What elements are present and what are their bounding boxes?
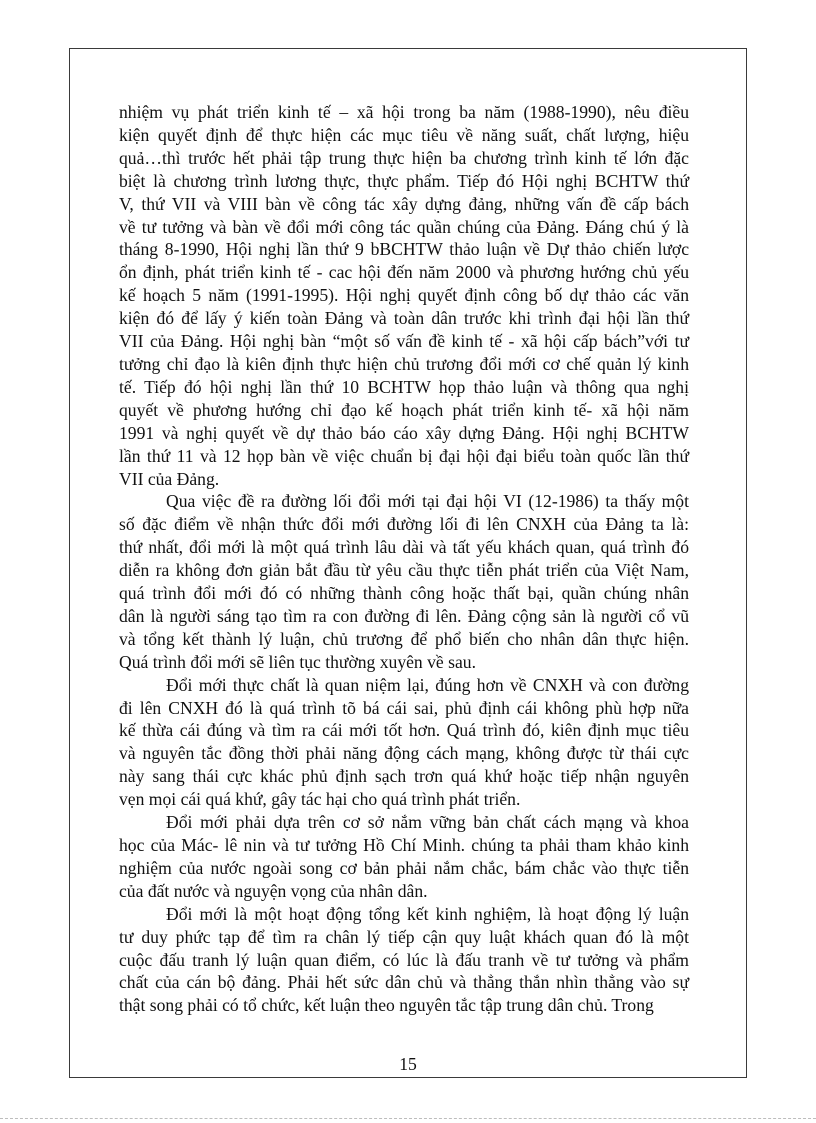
paragraph [119,811,689,903]
text-line: tư duy phức tạp để tìm ra chân lý tiếp cận quy luật khách quan đó là một [119,926,689,947]
text-line: kiện đó để lấy ý kiến toàn Đảng và toàn dân trước khi trình đại hội lần thứ [119,308,689,329]
text-line: Qua việc đề ra đường lối đổi mới tại đại hội VI (12-1986) ta thấy một [166,491,689,512]
text-line: và nguyên tắc đồng thời phải năng động cách mạng, không được từ thái cực [119,743,689,764]
body-text [119,101,689,1017]
text-line: quyết về phương hướng chỉ đạo kế hoạch phát triển kinh tế- xã hội năm [119,399,689,420]
text-line: cuộc đấu tranh lý luận quan điểm, có lúc là đấu tranh về tư tưởng và phẩm [119,949,689,970]
text-line: ổn định, phát triển kinh tế - cac hội đến năm 2000 và phương hướng chủ yếu [119,262,689,283]
text-line: diễn ra không đơn giản bắt đầu từ yêu cầu thực tiễn phát triển của Việt Nam, [119,560,689,581]
text-line: của đất nước và nguyện vọng của nhân dân. [119,880,428,901]
text-line: tế. Tiếp đó hội nghị lần thứ 10 BCHTW họp thảo luận và thông qua nghị [119,376,689,397]
text-line: VII của Đảng. [119,468,220,489]
text-line: Quá trình đổi mới sẽ liên tục thường xuyên về sau. [119,651,476,672]
paragraph [119,101,689,490]
text-line: thật song phải có tổ chức, kết luận theo nguyên tắc tập trung dân chủ. Trong [119,995,654,1016]
text-line: dân là người sáng tạo tìm ra con đường đi lên. Đảng cộng sản là người cổ vũ [119,605,689,626]
text-line: Đổi mới là một hoạt động tổng kết kinh nghiệm, là hoạt động lý luận [166,903,689,924]
text-line: quả…thì trước hết phải tập trung thực hiện ba chương trình kinh tế lớn đặc [119,147,689,168]
text-line: lần thứ 11 và 12 họp bàn về việc chuẩn bị đại hội đại biểu toàn quốc lần thứ [119,445,689,466]
text-line: biệt là chương trình lương thực, thực phẩm. Tiếp đó Hội nghị BCHTW thứ [119,170,689,191]
text-line: tháng 8-1990, Hội nghị lần thứ 9 bBCHTW thảo luận về Dự thảo chiến lược [119,239,689,260]
text-line: quá trình đổi mới đó có những thành công hoặc thất bại, quần chúng nhân [119,583,689,604]
page-number: 15 [399,1054,417,1074]
text-line: về tư tưởng và bàn về đổi mới công tác quần chúng của Đảng. Đáng chú ý là [119,216,689,237]
text-line: này sang thái cực khác phủ định sạch trơn quá khứ hoặc tiếp nhận nguyên [119,766,689,787]
text-line: chất của cán bộ đảng. Phải hết sức dân chủ và thẳng thắn nhìn thẳng vào sự [119,972,689,993]
text-line: đi lên CNXH đó là quá trình tõ bá cái sai, phủ định cái không phù hợp nữa [119,697,689,718]
text-line: và tổng kết thành lý luận, chủ trương để phổ biến cho nhân dân thực hiện. [119,628,689,649]
text-line: Đổi mới thực chất là quan niệm lại, đúng hơn về CNXH và con đường [166,674,689,695]
text-line: 1991 và nghị quyết về dự thảo báo cáo xây dựng Đảng. Hội nghị BCHTW [119,422,689,443]
text-line: số đặc điểm về nhận thức đổi mới đường lối đi lên CNXH của Đảng ta là: [119,514,689,535]
text-line: nghiệm của nước ngoài song cơ bản phải nắm chắc, bám chắc vào thực tiễn [119,857,689,878]
page-separator [0,1118,816,1119]
text-line: nhiệm vụ phát triển kinh tế – xã hội trong ba năm (1988-1990), nêu điều [119,102,689,122]
paragraph [119,490,689,673]
text-line: kế thừa cái đúng và tìm ra cái mới tốt hơn. Quá trình đó, kiên định mục tiêu [119,720,689,741]
text-line: Đổi mới phải dựa trên cơ sở nắm vững bản chất cách mạng và khoa [166,812,689,833]
text-line: VII của Đảng. Hội nghị bàn “một số vấn đề kinh tế - xã hội cấp bách”với tư [119,331,689,352]
text-line: V, thứ VII và VIII bàn về công tác xây dựng đảng, những vấn đề cấp bách [119,193,689,214]
text-line: thứ nhất, đổi mới là một quá trình lâu dài và tất yếu khách quan, quá trình đó [119,537,689,558]
text-line: tưởng chỉ đạo là kiên định thực hiện chủ trương đổi mới cơ chế quản lý kinh [119,353,689,374]
text-line: kế hoạch 5 năm (1991-1995). Hội nghị quyết định công bố dự thảo các văn [119,285,689,306]
paragraph [119,674,689,811]
text-line: vẹn mọi cái quá khứ, gây tác hại cho quá trình phát triển. [119,789,521,810]
text-line: kiện quyết định để thực hiện các mục tiêu về năng suất, chất lượng, hiệu [119,124,689,145]
text-line: học của Mác- lê nin và tư tưởng Hồ Chí Minh. chúng ta phải tham khảo kinh [119,835,689,855]
paragraph [119,903,689,1018]
